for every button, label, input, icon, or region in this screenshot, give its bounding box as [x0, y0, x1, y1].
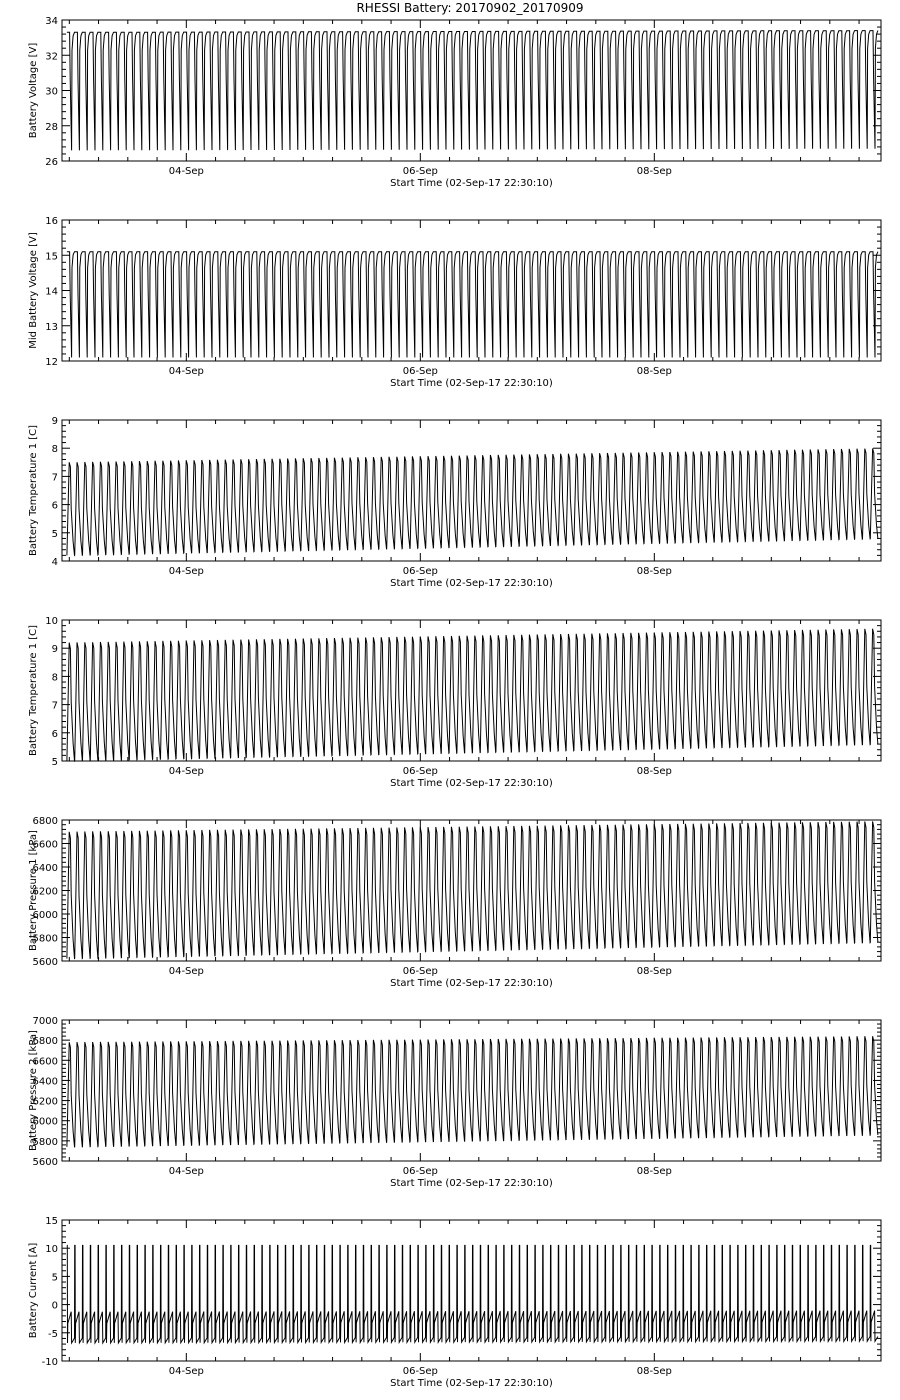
- series-line: [67, 31, 878, 151]
- y-axis-label: Battery Temperature 1 [C]: [28, 624, 39, 757]
- y-tick-label: 5: [51, 528, 58, 540]
- panel-6: [28, 1016, 881, 1189]
- series-line: [67, 1245, 878, 1343]
- y-tick-label: 15: [45, 251, 58, 263]
- figure-title: RHESSI Battery: 20170902_20170909: [356, 1, 584, 15]
- y-tick-label: 4: [51, 557, 58, 568]
- y-tick-label: 8: [51, 672, 58, 684]
- x-axis-label: Start Time (02-Sep-17 22:30:10): [390, 778, 553, 789]
- y-tick-label: 6600: [32, 1056, 58, 1068]
- x-tick-label: 04-Sep: [168, 366, 204, 377]
- y-tick-label: 28: [45, 121, 58, 133]
- panel-1: [28, 16, 881, 189]
- x-axis-label: Start Time (02-Sep-17 22:30:10): [390, 1378, 553, 1389]
- y-tick-label: 12: [45, 357, 58, 368]
- y-tick-label: 15: [45, 1216, 58, 1227]
- x-axis-label: Start Time (02-Sep-17 22:30:10): [390, 978, 553, 989]
- x-tick-label: 06-Sep: [402, 966, 438, 977]
- y-tick-label: 34: [45, 16, 58, 27]
- x-tick-label: 08-Sep: [636, 1366, 672, 1377]
- x-axis-label: Start Time (02-Sep-17 22:30:10): [390, 578, 553, 589]
- x-tick-label: 08-Sep: [636, 766, 672, 777]
- y-axis-label: Mid Battery Voltage [V]: [28, 232, 39, 349]
- y-tick-label: 7000: [32, 1016, 58, 1027]
- y-tick-label: 26: [45, 157, 58, 168]
- x-axis-label: Start Time (02-Sep-17 22:30:10): [390, 378, 553, 389]
- y-tick-label: 6800: [32, 1036, 58, 1048]
- panel-3: [28, 416, 881, 589]
- y-tick-label: 6200: [32, 886, 58, 898]
- x-tick-label: 04-Sep: [168, 566, 204, 577]
- y-tick-label: 13: [45, 321, 58, 333]
- x-tick-label: 04-Sep: [168, 1366, 204, 1377]
- y-tick-label: -10: [41, 1357, 58, 1368]
- series-line: [67, 1036, 878, 1147]
- y-axis-label: Battery Voltage [V]: [28, 42, 39, 139]
- x-tick-label: 06-Sep: [402, 1366, 438, 1377]
- y-tick-label: 6: [51, 728, 58, 740]
- y-tick-label: 6400: [32, 1076, 58, 1088]
- x-tick-label: 08-Sep: [636, 166, 672, 177]
- series-line: [67, 252, 878, 358]
- series-line: [67, 821, 878, 958]
- y-tick-label: 6600: [32, 839, 58, 851]
- panel-7: [28, 1216, 881, 1389]
- x-tick-label: 08-Sep: [636, 366, 672, 377]
- y-tick-label: 10: [45, 1244, 58, 1256]
- y-tick-label: 32: [45, 51, 58, 63]
- y-tick-label: 7: [51, 700, 58, 712]
- panel-4: [28, 616, 881, 789]
- x-tick-label: 08-Sep: [636, 566, 672, 577]
- x-tick-label: 06-Sep: [402, 566, 438, 577]
- y-tick-label: 5: [51, 757, 58, 768]
- y-tick-label: 6400: [32, 863, 58, 874]
- x-tick-label: 04-Sep: [168, 1166, 204, 1177]
- x-tick-label: 06-Sep: [402, 166, 438, 177]
- y-tick-label: 6000: [32, 1116, 58, 1128]
- y-tick-label: 10: [45, 616, 58, 627]
- y-tick-label: 9: [51, 416, 58, 427]
- y-tick-label: 8: [51, 444, 58, 456]
- x-tick-label: 06-Sep: [402, 766, 438, 777]
- x-tick-label: 04-Sep: [168, 966, 204, 977]
- y-axis-label: Battery Temperature 1 [C]: [28, 424, 39, 557]
- y-tick-label: 5600: [32, 1157, 58, 1168]
- series-line: [67, 629, 878, 761]
- y-tick-label: 5600: [32, 957, 58, 968]
- x-tick-label: 08-Sep: [636, 1166, 672, 1177]
- panel-5: [28, 816, 881, 989]
- x-tick-label: 04-Sep: [168, 166, 204, 177]
- y-tick-label: 16: [45, 216, 58, 227]
- y-axis-label: Battery Pressure 2 [kPa]: [28, 1030, 39, 1151]
- y-tick-label: 5800: [32, 1136, 58, 1148]
- y-tick-label: 30: [45, 86, 58, 98]
- y-tick-label: 9: [51, 644, 58, 656]
- y-tick-label: 5: [51, 1272, 58, 1284]
- y-tick-label: 7: [51, 472, 58, 484]
- y-tick-label: -5: [48, 1328, 58, 1340]
- panel-2: [28, 216, 881, 389]
- y-tick-label: 6000: [32, 910, 58, 921]
- x-axis-label: Start Time (02-Sep-17 22:30:10): [390, 178, 553, 189]
- x-tick-label: 04-Sep: [168, 766, 204, 777]
- x-tick-label: 06-Sep: [402, 366, 438, 377]
- x-tick-label: 08-Sep: [636, 966, 672, 977]
- x-axis-label: Start Time (02-Sep-17 22:30:10): [390, 1178, 553, 1189]
- y-axis-label: Battery Pressure 1 [kPa]: [28, 830, 39, 951]
- series-line: [67, 449, 878, 556]
- y-tick-label: 5800: [32, 933, 58, 945]
- y-tick-label: 6200: [32, 1096, 58, 1108]
- y-tick-label: 14: [45, 286, 58, 298]
- x-tick-label: 06-Sep: [402, 1166, 438, 1177]
- y-axis-label: Battery Current [A]: [28, 1242, 39, 1339]
- panels-container: [28, 16, 881, 1389]
- y-tick-label: 0: [51, 1300, 58, 1312]
- y-tick-label: 6800: [32, 816, 58, 827]
- y-tick-label: 6: [51, 500, 58, 512]
